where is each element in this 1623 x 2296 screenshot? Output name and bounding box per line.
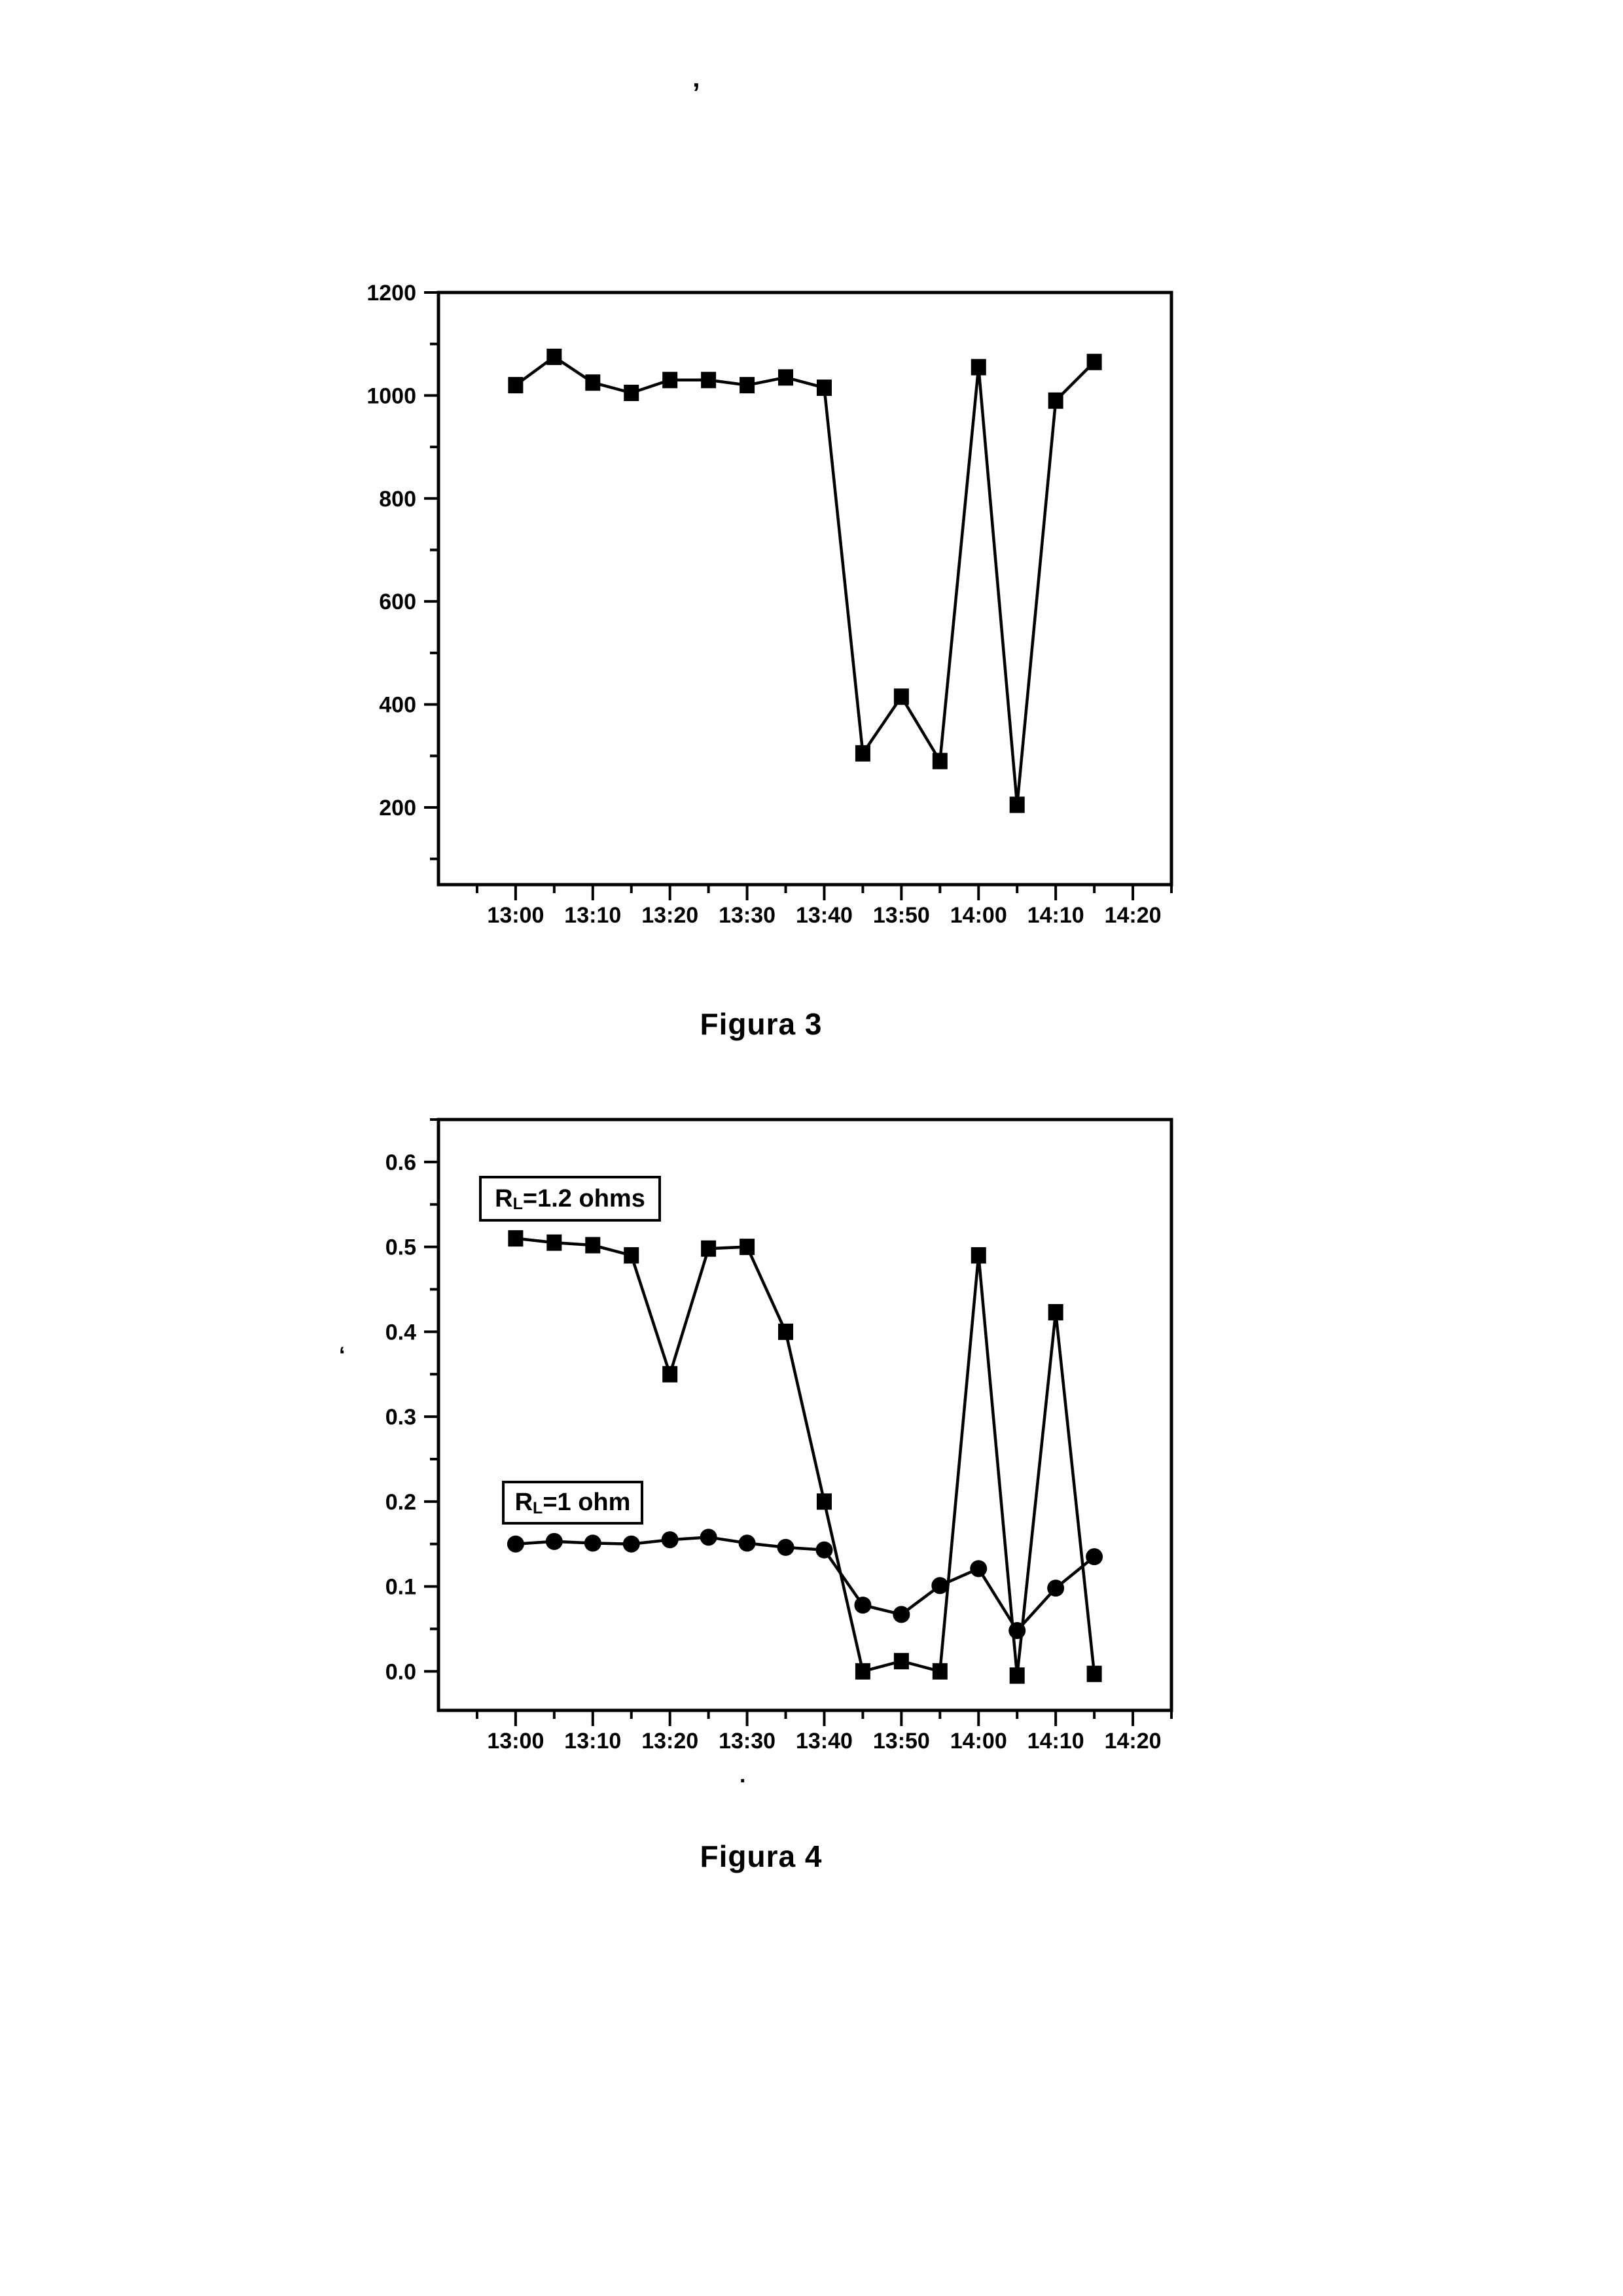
square-marker [740, 1239, 755, 1255]
square-marker [585, 1237, 600, 1254]
x-tick-label: 14:10 [1027, 903, 1084, 928]
square-marker [508, 377, 523, 393]
y-tick-label: 0.5 [385, 1235, 416, 1260]
y-tick-label: 0.3 [385, 1405, 416, 1430]
x-tick-label: 14:20 [1104, 903, 1162, 928]
y-tick-label: 400 [379, 692, 416, 718]
square-marker [855, 745, 870, 762]
square-marker [546, 1235, 562, 1251]
circle-marker [970, 1560, 987, 1577]
y-tick-label: 600 [379, 590, 416, 615]
figura-4-caption: Figura 4 [700, 1839, 823, 1873]
stray-apostrophe-mark: ’ [692, 77, 700, 108]
square-marker [701, 1241, 716, 1257]
x-tick-label: 13:30 [719, 1729, 776, 1754]
y-tick-label: 200 [379, 795, 416, 821]
figura-3-caption: Figura 3 [700, 1007, 823, 1041]
square-marker [933, 1663, 948, 1680]
legend1-suffix: =1.2 ohms [522, 1184, 645, 1212]
square-marker [855, 1663, 870, 1680]
square-marker [1087, 354, 1102, 370]
figura-4-legend-rl-1point2-ohms: R $_L$ =1.2 ohms [479, 1176, 661, 1222]
y-tick-label: 1000 [366, 383, 416, 409]
y-tick-label: 0.4 [385, 1320, 416, 1345]
y-tick-label: 1200 [366, 281, 416, 306]
circle-marker [739, 1534, 756, 1551]
square-marker [1048, 393, 1063, 409]
square-marker [971, 359, 986, 376]
y-tick-label: 0.0 [385, 1659, 416, 1685]
x-tick-label: 14:00 [950, 1729, 1007, 1754]
x-tick-label: 13:30 [719, 903, 776, 928]
y-tick-label: 800 [379, 486, 416, 512]
y-tick-label: 0.1 [385, 1574, 416, 1600]
x-tick-label: 14:20 [1104, 1729, 1162, 1754]
circle-marker [1086, 1548, 1103, 1565]
circle-marker [1047, 1580, 1064, 1597]
x-tick-label: 13:00 [487, 1729, 544, 1754]
circle-marker [777, 1539, 794, 1556]
square-marker [1010, 1667, 1025, 1684]
circle-marker [931, 1577, 948, 1594]
x-tick-label: 14:00 [950, 903, 1007, 928]
circle-marker [815, 1542, 832, 1559]
figura-3-chart [294, 249, 1243, 981]
square-marker [817, 1493, 832, 1510]
square-marker [1048, 1304, 1063, 1320]
square-marker [662, 372, 677, 388]
square-marker [546, 349, 562, 365]
circle-marker [507, 1536, 524, 1553]
square-marker [933, 753, 948, 769]
x-tick-label: 13:40 [795, 903, 853, 928]
square-marker [894, 1653, 909, 1669]
square-marker [1010, 797, 1025, 813]
square-marker [740, 377, 755, 393]
square-marker [624, 1247, 639, 1263]
square-marker [778, 1324, 793, 1340]
square-marker [778, 369, 793, 385]
circle-marker [893, 1606, 910, 1623]
y-tick-label: 0.6 [385, 1150, 416, 1175]
circle-marker [584, 1534, 601, 1551]
square-marker [585, 374, 600, 391]
x-tick-label: 13:40 [795, 1729, 853, 1754]
figura-4-legend-rl-1-ohm: R $_L$ =1 ohm [502, 1481, 643, 1525]
legend1-prefix: R [495, 1184, 513, 1212]
x-tick-label: 13:50 [872, 1729, 930, 1754]
x-tick-label: 13:10 [564, 903, 622, 928]
square-marker [971, 1247, 986, 1263]
square-marker [624, 385, 639, 401]
y-tick-label: 0.2 [385, 1489, 416, 1515]
x-tick-label: 13:50 [872, 903, 930, 928]
square-marker [508, 1230, 523, 1246]
legend2-suffix: =1 ohm [543, 1489, 631, 1516]
stray-period-mark: . [740, 1763, 746, 1788]
circle-marker [546, 1533, 563, 1550]
square-marker [894, 688, 909, 705]
series-line-0 [516, 1239, 1094, 1676]
square-marker [701, 372, 716, 388]
circle-marker [1008, 1622, 1026, 1639]
circle-marker [662, 1531, 679, 1548]
circle-marker [700, 1528, 717, 1545]
stray-quote-mark: ‘ [339, 1343, 346, 1368]
x-tick-label: 14:10 [1027, 1729, 1084, 1754]
x-tick-label: 13:00 [487, 903, 544, 928]
figura-4-chart [294, 1073, 1243, 1806]
square-marker [817, 380, 832, 396]
square-marker [662, 1366, 677, 1383]
circle-marker [623, 1536, 640, 1553]
x-tick-label: 13:20 [641, 903, 699, 928]
x-tick-label: 13:10 [564, 1729, 622, 1754]
legend2-prefix: R [514, 1489, 533, 1516]
x-tick-label: 13:20 [641, 1729, 699, 1754]
circle-marker [854, 1597, 871, 1614]
series-line-0 [516, 357, 1094, 805]
square-marker [1087, 1666, 1102, 1682]
